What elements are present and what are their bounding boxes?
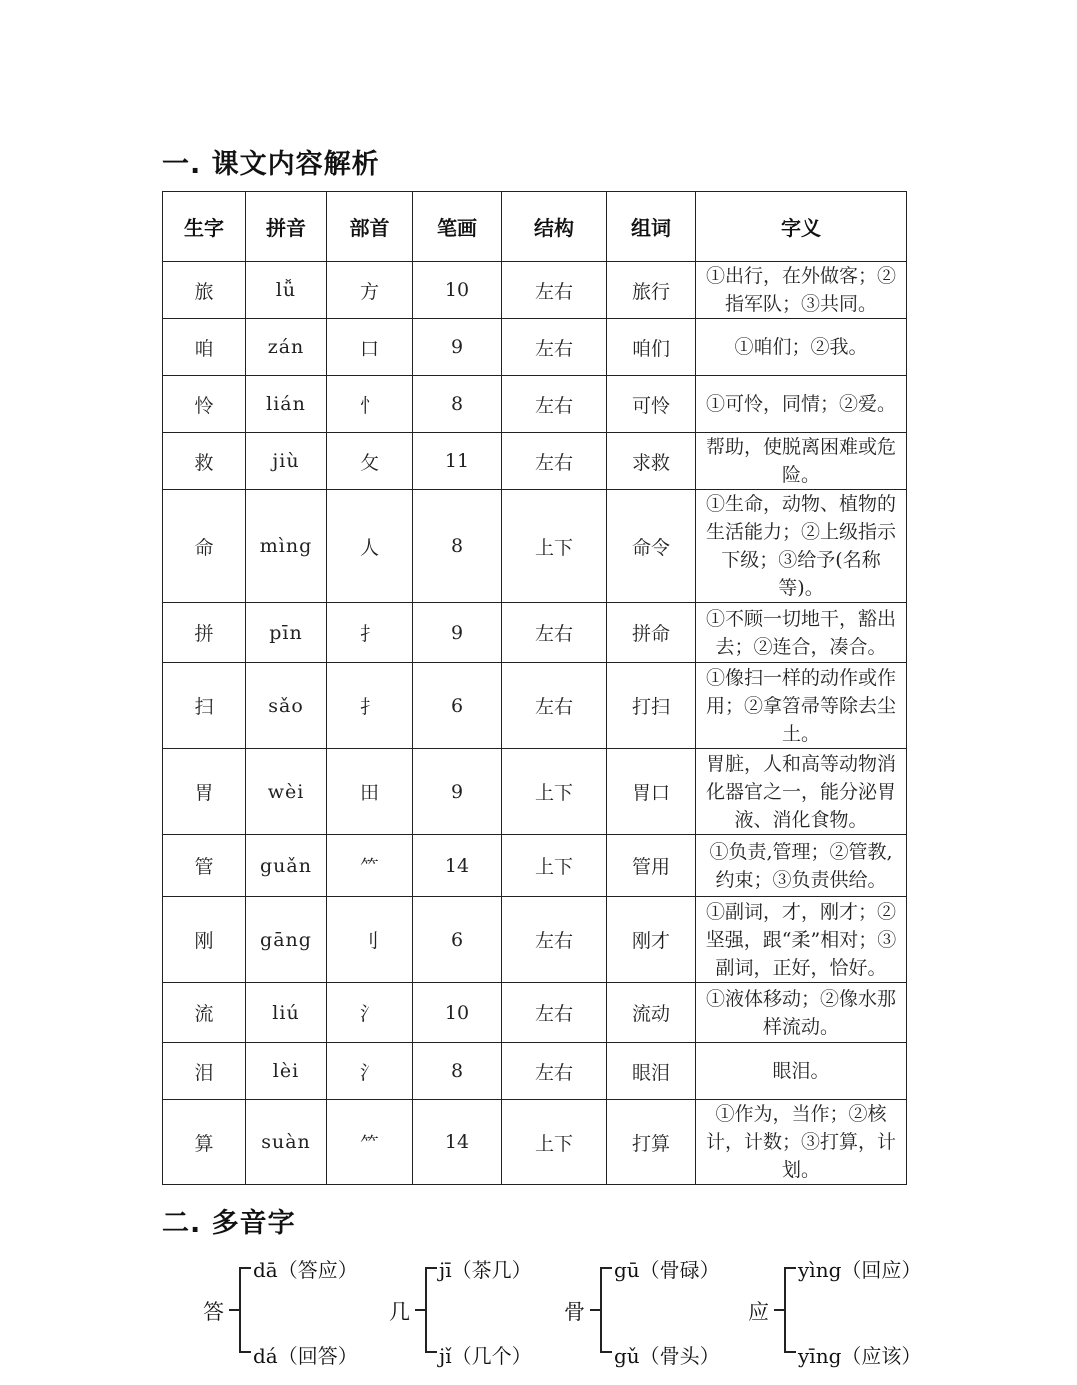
cell-structure: 左右 — [502, 262, 607, 319]
cell-char: 流 — [163, 983, 246, 1043]
header-word: 组词 — [607, 192, 696, 262]
cell-strokes: 8 — [413, 1043, 502, 1100]
cell-structure: 上下 — [502, 490, 607, 603]
brace-icon — [590, 1267, 612, 1353]
cell-strokes: 8 — [413, 376, 502, 433]
table-row — [163, 983, 907, 1043]
table-row — [163, 1043, 907, 1100]
cell-pinyin: lǚ — [246, 262, 327, 319]
cell-meaning: ①出行，在外做客；②指军队；③共同。 — [696, 262, 907, 319]
table-row — [163, 1100, 907, 1185]
polyphone-char: 几 — [389, 1300, 410, 1324]
brace-icon — [415, 1267, 437, 1353]
polyphone-reading-2: gǔ（骨头） — [614, 1344, 720, 1368]
cell-structure: 左右 — [502, 319, 607, 376]
table-header-row — [163, 192, 907, 262]
brace-icon — [229, 1267, 251, 1353]
polyphone-reading-2: jǐ（几个） — [439, 1344, 532, 1368]
cell-meaning: ①不顾一切地干，豁出去；②连合，凑合。 — [696, 603, 907, 663]
cell-char: 怜 — [163, 376, 246, 433]
cell-meaning: ①像扫一样的动作或作用；②拿笤帚等除去尘土。 — [696, 663, 907, 749]
cell-meaning: 帮助，使脱离困难或危险。 — [696, 433, 907, 490]
cell-meaning: ①液体移动；②像水那样流动。 — [696, 983, 907, 1043]
cell-char: 胃 — [163, 749, 246, 835]
cell-structure: 左右 — [502, 433, 607, 490]
character-table — [162, 191, 907, 1185]
cell-structure: 左右 — [502, 1043, 607, 1100]
cell-strokes: 9 — [413, 319, 502, 376]
cell-meaning: 胃脏，人和高等动物消化器官之一，能分泌胃液、消化食物。 — [696, 749, 907, 835]
header-structure: 结构 — [502, 192, 607, 262]
polyphone-char: 答 — [203, 1300, 224, 1324]
cell-pinyin: gāng — [246, 897, 327, 983]
cell-word: 眼泪 — [607, 1043, 696, 1100]
cell-meaning: ①副词，才，刚才；②坚强，跟“柔”相对；③副词，正好，恰好。 — [696, 897, 907, 983]
table-row — [163, 603, 907, 663]
cell-pinyin: pīn — [246, 603, 327, 663]
cell-strokes: 14 — [413, 1100, 502, 1185]
polyphone-reading-1: yìng（回应） — [798, 1258, 922, 1282]
cell-strokes: 10 — [413, 262, 502, 319]
cell-meaning: ①咱们；②我。 — [696, 319, 907, 376]
table-row — [163, 490, 907, 603]
table-row — [163, 835, 907, 897]
cell-word: 咱们 — [607, 319, 696, 376]
cell-char: 命 — [163, 490, 246, 603]
cell-pinyin: mìng — [246, 490, 327, 603]
cell-strokes: 8 — [413, 490, 502, 603]
polyphone-group — [564, 1250, 764, 1370]
cell-structure: 上下 — [502, 1100, 607, 1185]
cell-radical: ⺮ — [327, 1100, 413, 1185]
polyphone-reading-1: jī（茶几） — [439, 1258, 532, 1282]
polyphone-char: 骨 — [564, 1300, 585, 1324]
cell-radical: 扌 — [327, 603, 413, 663]
cell-structure: 左右 — [502, 983, 607, 1043]
cell-char: 咱 — [163, 319, 246, 376]
cell-word: 打算 — [607, 1100, 696, 1185]
header-meaning: 字义 — [696, 192, 907, 262]
cell-word: 胃口 — [607, 749, 696, 835]
cell-structure: 上下 — [502, 749, 607, 835]
polyphone-reading-2: yīng（应该） — [798, 1344, 922, 1368]
polyphone-reading-1: dā（答应） — [253, 1258, 358, 1282]
cell-meaning: ①可怜，同情；②爱。 — [696, 376, 907, 433]
cell-word: 流动 — [607, 983, 696, 1043]
cell-meaning: ①作为，当作；②核计，计数；③打算，计划。 — [696, 1100, 907, 1185]
cell-radical: 氵 — [327, 983, 413, 1043]
cell-char: 旅 — [163, 262, 246, 319]
cell-char: 救 — [163, 433, 246, 490]
cell-word: 拼命 — [607, 603, 696, 663]
table-row — [163, 433, 907, 490]
cell-structure: 左右 — [502, 897, 607, 983]
cell-word: 命令 — [607, 490, 696, 603]
cell-char: 管 — [163, 835, 246, 897]
table-row — [163, 262, 907, 319]
cell-strokes: 11 — [413, 433, 502, 490]
cell-structure: 左右 — [502, 376, 607, 433]
cell-radical: 口 — [327, 319, 413, 376]
cell-meaning: ①负责,管理；②管教,约束；③负责供给。 — [696, 835, 907, 897]
cell-word: 旅行 — [607, 262, 696, 319]
cell-char: 刚 — [163, 897, 246, 983]
cell-char: 泪 — [163, 1043, 246, 1100]
cell-radical: 方 — [327, 262, 413, 319]
cell-word: 刚才 — [607, 897, 696, 983]
cell-radical: 人 — [327, 490, 413, 603]
cell-structure: 左右 — [502, 663, 607, 749]
cell-pinyin: sǎo — [246, 663, 327, 749]
cell-char: 拼 — [163, 603, 246, 663]
cell-radical: 刂 — [327, 897, 413, 983]
cell-radical: 氵 — [327, 1043, 413, 1100]
cell-pinyin: guǎn — [246, 835, 327, 897]
header-strokes: 笔画 — [413, 192, 502, 262]
polyphone-char: 应 — [748, 1300, 769, 1324]
section-title-analysis: 一. 课文内容解析 — [162, 149, 380, 180]
table-row — [163, 897, 907, 983]
polyphone-group — [203, 1250, 403, 1370]
cell-pinyin: wèi — [246, 749, 327, 835]
cell-strokes: 9 — [413, 749, 502, 835]
cell-word: 管用 — [607, 835, 696, 897]
cell-strokes: 9 — [413, 603, 502, 663]
cell-strokes: 6 — [413, 897, 502, 983]
table-row — [163, 663, 907, 749]
cell-radical: ⺮ — [327, 835, 413, 897]
cell-pinyin: zán — [246, 319, 327, 376]
cell-strokes: 10 — [413, 983, 502, 1043]
cell-pinyin: lián — [246, 376, 327, 433]
table-row — [163, 749, 907, 835]
polyphone-reading-2: dá（回答） — [253, 1344, 358, 1368]
header-pinyin: 拼音 — [246, 192, 327, 262]
cell-radical: 田 — [327, 749, 413, 835]
cell-strokes: 14 — [413, 835, 502, 897]
polyphone-group — [748, 1250, 948, 1370]
cell-pinyin: lèi — [246, 1043, 327, 1100]
brace-icon — [774, 1267, 796, 1353]
cell-word: 打扫 — [607, 663, 696, 749]
cell-char: 算 — [163, 1100, 246, 1185]
cell-meaning: 眼泪。 — [696, 1043, 907, 1100]
table-row — [163, 319, 907, 376]
cell-meaning: ①生命，动物、植物的生活能力；②上级指示下级；③给予(名称等)。 — [696, 490, 907, 603]
table-row — [163, 376, 907, 433]
cell-word: 可怜 — [607, 376, 696, 433]
cell-word: 求救 — [607, 433, 696, 490]
cell-char: 扫 — [163, 663, 246, 749]
polyphone-reading-1: gū（骨碌） — [614, 1258, 720, 1282]
cell-radical: 攵 — [327, 433, 413, 490]
cell-radical: 忄 — [327, 376, 413, 433]
polyphone-group — [389, 1250, 589, 1370]
cell-structure: 左右 — [502, 603, 607, 663]
cell-pinyin: liú — [246, 983, 327, 1043]
cell-pinyin: suàn — [246, 1100, 327, 1185]
section-title-polyphones: 二. 多音字 — [162, 1208, 296, 1239]
cell-radical: 扌 — [327, 663, 413, 749]
header-radical: 部首 — [327, 192, 413, 262]
cell-structure: 上下 — [502, 835, 607, 897]
cell-strokes: 6 — [413, 663, 502, 749]
header-char: 生字 — [163, 192, 246, 262]
cell-pinyin: jiù — [246, 433, 327, 490]
